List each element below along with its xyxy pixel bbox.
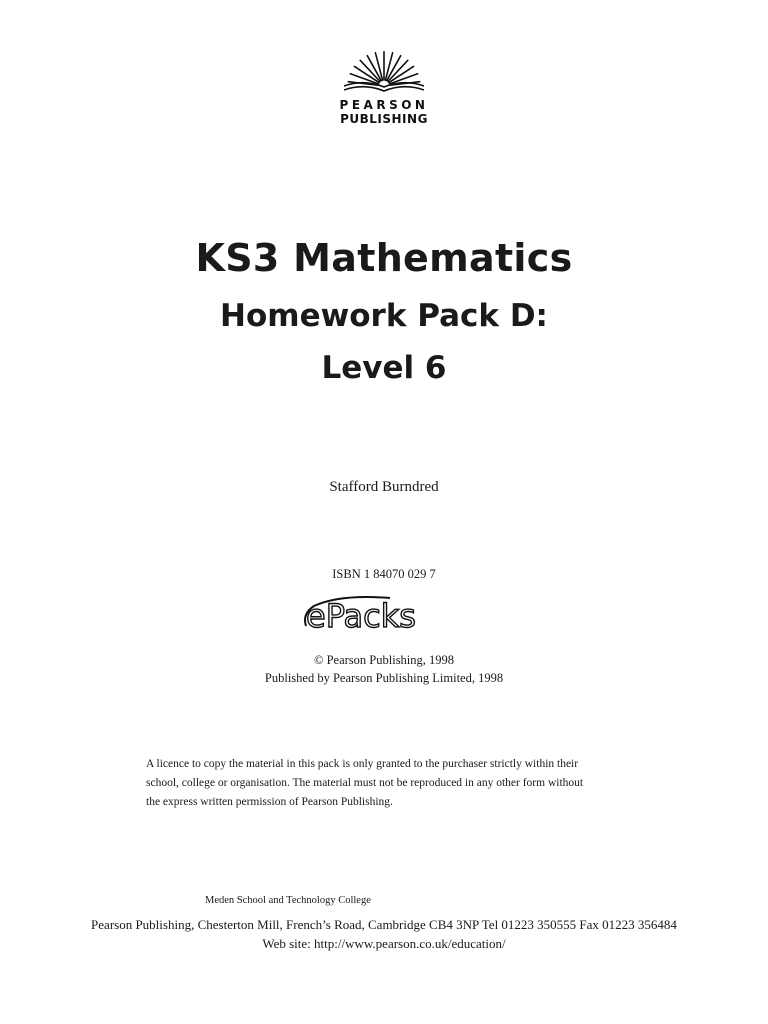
copyright-notice: © Pearson Publishing, 1998 — [313, 653, 455, 667]
publisher-website: Web site: http://www.pearson.co.uk/education/ — [262, 936, 506, 951]
epacks-logo-text: ePacks — [306, 597, 416, 635]
licence-line: the express written permission of Pearson Publishing. — [146, 796, 393, 808]
publisher-address: Pearson Publishing, Chesterton Mill, French’s Road, Cambridge CB4 3NP Tel 01223 350555 Fax 01223 356484 — [91, 917, 677, 932]
school-name: Meden School and Technology College — [205, 895, 371, 906]
licence-line: A licence to copy the material in this pack is only granted to the purchaser strictly within their — [146, 758, 579, 770]
isbn-number: ISBN 1 84070 029 7 — [332, 567, 436, 581]
epacks-logo — [300, 592, 468, 636]
author-name: Stafford Burndred — [329, 479, 439, 495]
page-subtitle: Homework Pack D: — [220, 298, 548, 334]
publisher-logo-line1: PEARSON — [339, 98, 429, 112]
page-title: KS3 Mathematics — [195, 236, 573, 280]
licence-text — [146, 755, 636, 812]
published-notice: Published by Pearson Publishing Limited, 1998 — [264, 671, 504, 685]
publisher-logo-line2: PUBLISHING — [340, 112, 428, 126]
page-subtitle-level: Level 6 — [321, 350, 447, 386]
licence-line: school, college or organisation. The material must not be reproduced in any other form without — [146, 777, 584, 789]
